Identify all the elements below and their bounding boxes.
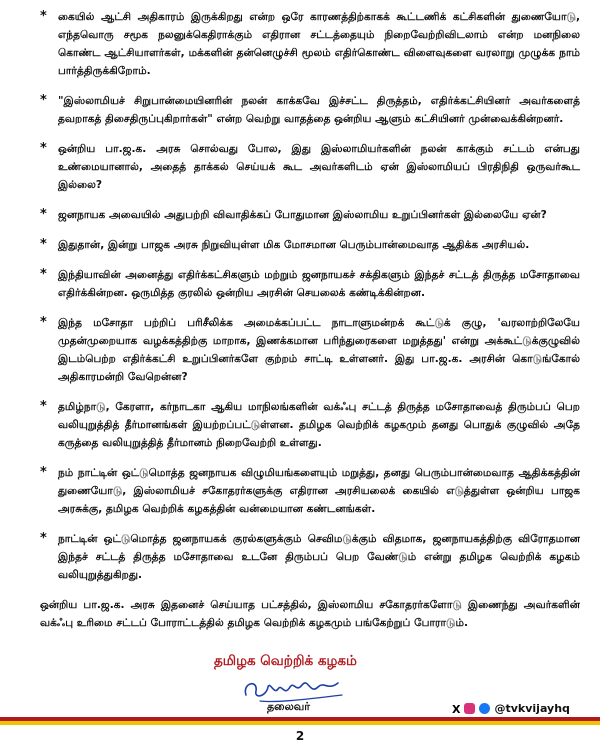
bullet-point xyxy=(40,314,580,386)
bullet-point xyxy=(40,236,580,254)
signatory-title: தலைவர் xyxy=(267,700,310,713)
bullet-text: இந்த மசோதா பற்றிப் பரிசீலிக்க அமைக்கப்பட்ட நாடாளுமன்றக் கூட்டுக் குழு, 'வரலாற்றிலேயே முதன்முறையாக வழக்கத்திற்கு மாறாக, இணக்கமான பரிந்துரைகளை மறுத்தது' என்று அக்கூட்டுக்குழுவில் இடம்பெற்ற எதிர்க்கட்சி உறுப்பினர்களே குற்றம் சாட்டி உள்ளனர். இது பா.ஜ.க. அரசின் கொடுங்கோல் அதிகாரமன்றி வேறென்ன? xyxy=(58,317,580,383)
bullet-text: நம் நாட்டின் ஒட்டுமொத்த ஜனநாயக விழுமியங்களையும் மறுத்து, தனது பெரும்பான்மைவாத ஆதிக்கத்தின் துணையோடு, இஸ்லாமியச் சகோதரர்களுக்கு எதிரான அரசியலைக் கையில் எடுத்துள்ள ஒன்றிய பாஜக அரசுக்கு, தமிழக வெற்றிக் கழகத்தின் வன்மையான கண்டனங்கள். xyxy=(58,467,580,515)
x-icon[interactable]: X xyxy=(452,703,461,716)
bullet-point xyxy=(40,92,580,128)
bullet-point xyxy=(40,266,580,302)
bullet-star: * xyxy=(40,267,47,282)
bullet-star: * xyxy=(40,465,47,480)
bullet-text: ஒன்றிய பா.ஜ.க. அரசு சொல்வது போல, இது இஸ்லாமியர்களின் நலன் காக்கும் சட்டம் என்பது உண்மையானால், அதைத் தாக்கல் செய்யக் கூட அவர்களிடம் ஏன் இஸ்லாமியப் பிரதிநிதி ஒருவர்கூட இல்லை? xyxy=(58,143,580,191)
page-number: 2 xyxy=(295,729,305,743)
bullet-point xyxy=(40,398,580,452)
closing-paragraph: ஒன்றிய பா.ஜ.க. அரசு இதனைச் செய்யாத பட்சத்தில், இஸ்லாமிய சகோதரர்களோடு இணைந்து அவர்களின் வக்ஃபு உரிமை சட்டப் போராட்டத்தில் தமிழக வெற்றிக் கழகமும் பங்கேற்றுப் போராடும். xyxy=(40,599,580,629)
bullet-star: * xyxy=(40,9,47,24)
organization-name: தமிழக வெற்றிக் கழகம் xyxy=(214,653,357,669)
social-handles xyxy=(452,702,570,715)
bullet-star: * xyxy=(40,237,47,252)
bullet-text: இந்தியாவின் அனைத்து எதிர்க்கட்சிகளும் மற்றும் ஜனநாயகச் சக்திகளும் இந்தச் சட்டத் திருத்த மசோதாவை எதிர்க்கின்றன. ஒருமித்த குரலில் ஒன்றிய அரசின் செயலைக் கண்டிக்கின்றன. xyxy=(58,269,580,299)
bullet-point xyxy=(40,8,580,80)
bullet-star: * xyxy=(40,93,47,108)
instagram-icon[interactable] xyxy=(464,703,475,714)
bullet-star: * xyxy=(40,141,47,156)
bullet-star: * xyxy=(40,531,47,546)
bullet-text: தமிழ்நாடு, கேரளா, கர்நாடகா ஆகிய மாநிலங்களின் வக்ஃபு சட்டத் திருத்த மசோதாவைத் திரும்பப் பெற வலியுறுத்தித் தீர்மானங்கள் இயற்றப்பட்டுள்ளன. தமிழக வெற்றிக் கழகமும் தனது பொதுக் குழுவில் அதே கருத்தை வலியுறுத்தித் தீர்மானம் நிறைவேற்றி உள்ளது. xyxy=(58,401,580,449)
bullet-point xyxy=(40,206,580,224)
bullet-text: கையில் ஆட்சி அதிகாரம் இருக்கிறது என்ற ஒரே காரணத்திற்காகக் கூட்டணிக் கட்சிகளின் துணையோடு, எந்தவொரு சமூக நலனுக்கெதிராக்கும் எதிரான சட்டத்தையும் நிறைவேற்றிவிடலாம் என்ற மனநிலை கொண்ட ஆட்சியாளர்கள், மக்களின் தன்னெழுச்சி மூலம் எதிர்கொண்ட விளைவுகளை வரலாறு முழுக்க நாம் பார்த்திருக்கிறோம். xyxy=(58,11,580,77)
bullet-point xyxy=(40,140,580,194)
bullet-text: இதுதான், இன்று பாஜக அரசு நிறுவியுள்ள மிக மோசமான பெரும்பான்மைவாத ஆதிக்க அரசியல். xyxy=(58,239,530,251)
bullet-point xyxy=(40,464,580,518)
bullet-star: * xyxy=(40,399,47,414)
social-handle[interactable]: @tvkvijayhq xyxy=(494,702,570,715)
bullet-text: நாட்டின் ஒட்டுமொத்த ஜனநாயகக் குரல்களுக்கும் செவிமடுக்கும் விதமாக, ஜனநாயகத்திற்கு விரோதமான இந்தச் சட்டத் திருத்த மசோதாவை உடனே திரும்பப் பெற வேண்டும் என்று தமிழக வெற்றிக் கழகம் வலியுறுத்துகிறது. xyxy=(58,533,580,581)
footer-stripe-yellow xyxy=(0,721,600,725)
bullet-text: "இஸ்லாமியச் சிறுபான்மையினரின் நலன் காக்கவே இச்சட்ட திருத்தம், எதிர்க்கட்சியினர் அவர்களைத் தவறாகத் திசைதிருப்புகிறார்கள்" என்ற வெற்று வாதத்தை ஒன்றிய ஆளும் கட்சியினர் முன்வைக்கின்றனர். xyxy=(58,95,580,125)
bullet-point xyxy=(40,530,580,584)
bullet-text: ஜனநாயக அவையில் அதுபற்றி விவாதிக்கப் போதுமான இஸ்லாமிய உறுப்பினர்கள் இல்லையே ஏன்? xyxy=(58,209,547,221)
document-body xyxy=(40,8,580,632)
bullet-star: * xyxy=(40,207,47,222)
bullet-star: * xyxy=(40,315,47,330)
facebook-icon[interactable] xyxy=(479,703,490,714)
